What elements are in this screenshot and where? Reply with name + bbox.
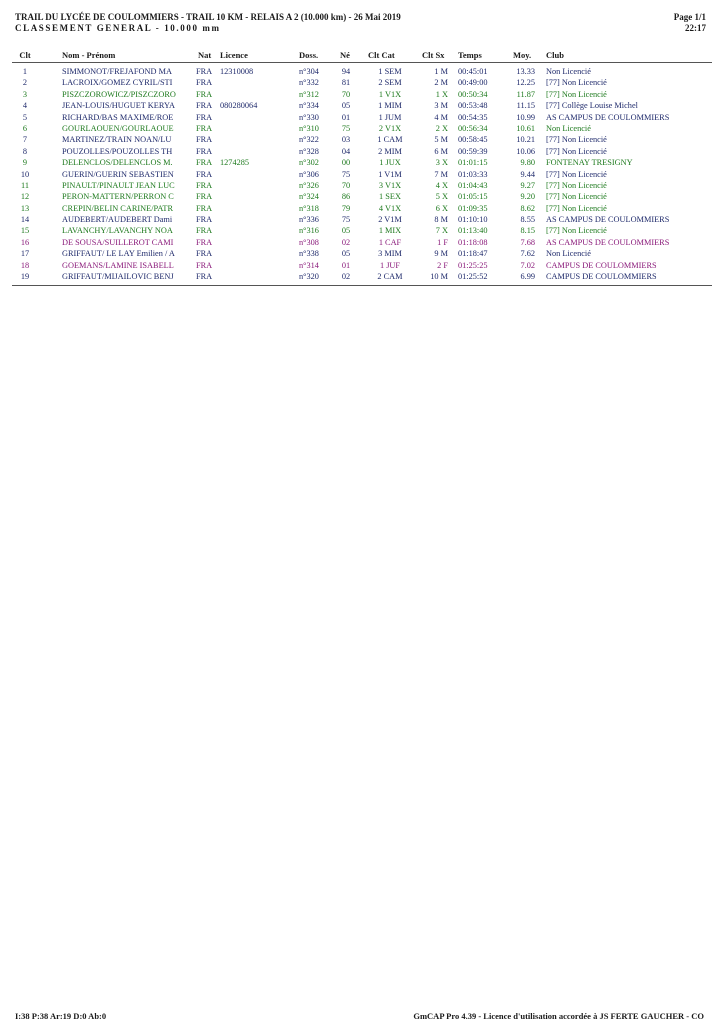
cell-ne: 75 [341,215,351,225]
column-headers [12,50,712,62]
cell-clt-cat: 2 SEM [378,78,402,88]
col-club: Club [546,50,564,60]
cell-clt: 19 [20,272,30,282]
cell-nom: AUDEBERT/AUDEBERT Dami [62,215,173,225]
cell-ne: 02 [341,237,351,247]
cell-ne: 01 [341,260,351,270]
cell-club: [77] Non Licencié [546,180,607,190]
cell-temps: 00:59:39 [458,146,488,156]
table-row [12,180,712,191]
col-ne: Né [340,50,350,60]
table-row [12,123,712,134]
table-row [12,77,712,88]
cell-temps: 01:04:43 [458,180,488,190]
page-number: Page 1/1 [673,12,706,22]
cell-club: AS CAMPUS DE COULOMMIERS [546,112,670,122]
cell-clt: 3 [22,89,28,99]
cell-nom: DE SOUSA/SUILLEROT CAMI [62,237,174,247]
cell-moy: 10.06 [516,146,535,156]
cell-clt-cat: 1 JUM [378,112,402,122]
cell-temps: 00:45:01 [458,67,488,76]
cell-clt-sx: 4 X [435,180,448,190]
cell-moy: 7.62 [520,249,535,259]
table-row [12,112,712,123]
cell-clt-sx: 7 X [435,226,448,236]
cell-doss: n°326 [299,180,319,190]
cell-doss: n°332 [299,78,319,88]
cell-doss: n°328 [299,146,319,156]
cell-clt: 17 [20,249,30,259]
cell-clt-sx: 5 M [434,135,448,145]
cell-temps: 01:01:15 [458,158,488,168]
cell-clt-cat: 1 V1M [378,169,402,179]
cell-ne: 79 [341,203,351,213]
cell-moy: 10.21 [516,135,535,145]
cell-nat: FRA [196,112,213,122]
cell-moy: 8.15 [520,226,535,236]
table-row [12,157,712,168]
cell-clt-cat: 3 MIM [378,249,402,259]
col-doss: Doss. [299,50,319,60]
cell-nom: RICHARD/BAS MAXIME/ROE [62,112,174,122]
cell-nom: POUZOLLES/POUZOLLES TH [62,146,173,156]
cell-temps: 00:49:00 [458,78,488,88]
cell-clt-cat: 3 V1X [378,180,402,190]
cell-moy: 11.15 [516,101,535,111]
cell-licence: 080280064 [220,101,258,111]
cell-doss: n°322 [299,135,319,145]
col-clt-cat: Clt Cat [368,50,395,60]
print-time: 22:17 [685,23,706,33]
cell-doss: n°304 [299,67,319,76]
cell-nom: LACROIX/GOMEZ CYRIL/STI [62,78,173,88]
col-clt: Clt [19,50,31,60]
cell-temps: 01:18:08 [458,237,488,247]
cell-clt-cat: 4 V1X [378,203,402,213]
report-title: TRAIL DU LYCÉE DE COULOMMIERS - TRAIL 10 KM - RELAIS A 2 (10.000 km) - 26 Mai 2019 [15,12,401,22]
cell-clt-sx: 6 M [434,146,448,156]
cell-clt-sx: 8 M [434,215,448,225]
table-row [12,225,712,236]
table-row [12,203,712,214]
cell-clt-sx: 1 X [435,89,448,99]
page-info [674,12,706,34]
cell-nat: FRA [196,135,213,145]
cell-ne: 70 [341,180,351,190]
cell-moy: 7.68 [520,237,535,247]
cell-clt: 18 [20,260,30,270]
cell-temps: 01:13:40 [458,226,488,236]
table-row [12,89,712,100]
cell-clt-cat: 1 MIM [378,101,402,111]
cell-nom: PERON-MATTERN/PERRON C [62,192,174,202]
cell-moy: 7.02 [520,260,535,270]
cell-clt: 7 [22,135,28,145]
cell-club: [77] Non Licencié [546,146,607,156]
cell-moy: 9.80 [520,158,535,168]
cell-clt-cat: 2 CAM [377,272,403,282]
cell-nom: GOEMANS/LAMINE ISABELL [62,260,174,270]
report-header [15,12,401,34]
cell-doss: n°306 [299,169,319,179]
table-bottom-rule [12,285,712,286]
cell-ne: 75 [341,123,351,133]
cell-doss: n°310 [299,123,319,133]
cell-nom: CREPIN/BELIN CARINE/PATR [62,203,174,213]
cell-clt: 5 [22,112,28,122]
cell-club: [77] Non Licencié [546,203,607,213]
cell-temps: 00:50:34 [458,89,488,99]
cell-clt: 15 [20,226,30,236]
cell-nom: JEAN-LOUIS/HUGUET KERYA [62,101,176,111]
cell-nat: FRA [196,192,213,202]
cell-temps: 01:05:15 [458,192,488,202]
cell-temps: 00:54:35 [458,112,488,122]
cell-clt-cat: 1 SEX [379,192,401,202]
cell-doss: n°314 [299,260,319,270]
cell-moy: 8.62 [520,203,535,213]
col-licence: Licence [220,50,248,60]
cell-ne: 94 [341,67,351,76]
cell-clt-sx: 2 X [435,123,448,133]
cell-nat: FRA [196,237,213,247]
results-table [12,66,712,282]
cell-clt: 13 [20,203,30,213]
cell-nat: FRA [196,215,213,225]
cell-moy: 9.44 [520,169,535,179]
cell-clt-sx: 4 M [434,112,448,122]
cell-club: CAMPUS DE COULOMMIERS [546,260,657,270]
cell-clt-sx: 7 M [434,169,448,179]
cell-clt-cat: 2 V1X [378,123,402,133]
cell-nat: FRA [196,67,213,76]
cell-moy: 9.20 [520,192,535,202]
cell-clt-cat: 1 CAF [378,237,402,247]
cell-clt-sx: 5 X [435,192,448,202]
cell-clt-sx: 2 M [434,78,448,88]
cell-club: AS CAMPUS DE COULOMMIERS [546,215,670,225]
footer-stats: I:38 P:38 Ar:19 D:0 Ab:0 [15,1011,107,1021]
cell-club: AS CAMPUS DE COULOMMIERS [546,237,670,247]
cell-moy: 6.99 [520,272,535,282]
cell-ne: 05 [341,249,351,259]
cell-nat: FRA [196,123,213,133]
cell-doss: n°316 [299,226,319,236]
cell-temps: 01:25:25 [458,260,488,270]
col-temps: Temps [458,50,482,60]
cell-nat: FRA [196,169,213,179]
cell-clt-sx: 1 M [434,67,448,76]
cell-clt: 4 [22,101,28,111]
table-row [12,169,712,180]
cell-clt: 11 [21,180,29,190]
cell-clt-cat: 1 CAM [377,135,403,145]
cell-ne: 01 [341,112,351,122]
cell-nom: PINAULT/PINAULT JEAN LUC [62,180,175,190]
cell-club: [77] Non Licencié [546,89,607,99]
cell-clt: 8 [22,146,28,156]
cell-nat: FRA [196,260,213,270]
cell-club: [77] Non Licencié [546,135,607,145]
cell-clt-cat: 1 SEM [378,67,402,76]
col-moy: Moy. [513,50,532,60]
cell-clt-sx: 2 F [437,260,448,270]
cell-club: [77] Non Licencié [546,169,607,179]
cell-club: Non Licencié [546,67,591,76]
cell-moy: 8.55 [520,215,535,225]
table-row [12,237,712,248]
cell-temps: 01:03:33 [458,169,488,179]
header-rule [12,62,712,63]
cell-moy: 9.27 [520,180,535,190]
cell-clt: 14 [20,215,30,225]
cell-clt-cat: 1 MIX [378,226,402,236]
cell-temps: 01:09:35 [458,203,488,213]
cell-nom: GRIFFAUT/ LE LAY Emilien / A [62,249,175,259]
col-nom: Nom - Prénom [62,50,116,60]
cell-clt: 12 [20,192,30,202]
cell-clt-cat: 1 JUF [379,260,401,270]
cell-nat: FRA [196,101,213,111]
table-row [12,66,712,77]
cell-clt-cat: 1 V1X [378,89,402,99]
cell-nat: FRA [196,89,213,99]
cell-clt: 1 [22,67,28,76]
cell-clt-sx: 3 X [435,158,448,168]
cell-ne: 00 [341,158,351,168]
cell-nom: GUERIN/GUERIN SEBASTIEN [62,169,174,179]
footer-software: GmCAP Pro 4.39 - Licence d'utilisation accordée à JS FERTE GAUCHER - CO [413,1011,704,1021]
cell-clt-sx: 1 F [437,237,448,247]
cell-clt-sx: 3 M [434,101,448,111]
cell-club: CAMPUS DE COULOMMIERS [546,272,657,282]
cell-doss: n°324 [299,192,319,202]
col-nat: Nat [198,50,212,60]
cell-ne: 05 [341,101,351,111]
cell-clt: 2 [22,78,28,88]
cell-nom: LAVANCHY/LAVANCHY NOA [62,226,173,236]
cell-nom: GRIFFAUT/MIJAILOVIC BENJ [62,272,174,282]
cell-clt: 9 [22,158,28,168]
cell-nat: FRA [196,78,213,88]
cell-clt: 6 [22,123,28,133]
cell-club: [77] Non Licencié [546,226,607,236]
cell-nom: SIMMONOT/FREJAFOND MA [62,67,172,76]
cell-doss: n°318 [299,203,319,213]
cell-moy: 10.61 [516,123,535,133]
cell-ne: 05 [341,226,351,236]
cell-doss: n°312 [299,89,319,99]
table-row [12,100,712,111]
cell-clt-sx: 6 X [435,203,448,213]
cell-nom: GOURLAOUEN/GOURLAOUE [62,123,174,133]
cell-clt: 16 [20,237,30,247]
cell-nat: FRA [196,158,213,168]
table-row [12,260,712,271]
cell-licence: 1274285 [220,158,250,168]
report-subtitle: CLASSEMENT GENERAL - 10.000 mm [15,23,221,33]
cell-doss: n°330 [299,112,319,122]
cell-ne: 70 [341,89,351,99]
cell-doss: n°338 [299,249,319,259]
cell-nat: FRA [196,249,213,259]
cell-ne: 02 [341,272,351,282]
cell-club: [77] Non Licencié [546,78,607,88]
cell-moy: 10.99 [516,112,535,122]
cell-clt-cat: 2 V1M [378,215,402,225]
cell-nom: MARTINEZ/TRAIN NOAN/LU [62,135,172,145]
cell-clt-cat: 2 MIM [378,146,402,156]
table-row [12,146,712,157]
cell-temps: 00:53:48 [458,101,488,111]
cell-club: FONTENAY TRESIGNY [546,158,633,168]
cell-temps: 00:56:34 [458,123,488,133]
cell-ne: 75 [341,169,351,179]
cell-temps: 00:58:45 [458,135,488,145]
cell-nat: FRA [196,203,213,213]
cell-nat: FRA [196,226,213,236]
cell-doss: n°302 [299,158,319,168]
cell-nat: FRA [196,180,213,190]
table-row [12,248,712,259]
cell-nom: DELENCLOS/DELENCLOS M. [62,158,173,168]
cell-doss: n°320 [299,272,319,282]
cell-moy: 12.25 [516,78,535,88]
cell-doss: n°334 [299,101,319,111]
cell-nat: FRA [196,146,213,156]
cell-licence: 12310008 [220,67,254,76]
col-clt-sx: Clt Sx [422,50,445,60]
cell-clt: 10 [20,169,30,179]
cell-club: [77] Collège Louise Michel [546,101,638,111]
table-row [12,191,712,202]
cell-clt-cat: 1 JUX [379,158,401,168]
table-row [12,271,712,282]
cell-temps: 01:10:10 [458,215,488,225]
cell-temps: 01:25:52 [458,272,488,282]
cell-club: Non Licencié [546,123,591,133]
cell-ne: 04 [341,146,351,156]
cell-ne: 81 [341,78,351,88]
cell-ne: 03 [341,135,351,145]
cell-clt-sx: 10 M [430,272,448,282]
cell-club: Non Licencié [546,249,591,259]
cell-temps: 01:18:47 [458,249,488,259]
cell-nom: PISZCZOROWICZ/PISZCZORO [62,89,176,99]
table-row [12,214,712,225]
cell-club: [77] Non Licencié [546,192,607,202]
cell-moy: 11.87 [516,89,535,99]
cell-ne: 86 [341,192,351,202]
table-row [12,134,712,145]
cell-clt-sx: 9 M [434,249,448,259]
cell-doss: n°336 [299,215,319,225]
cell-doss: n°308 [299,237,319,247]
cell-nat: FRA [196,272,213,282]
cell-moy: 13.33 [516,67,535,76]
